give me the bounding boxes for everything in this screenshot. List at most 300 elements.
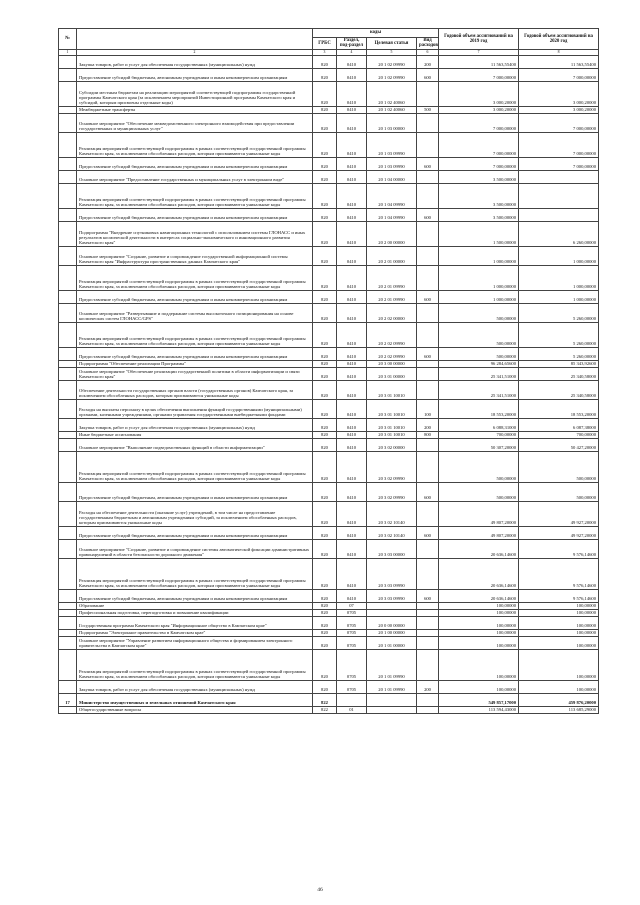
row-grbs: 820 (313, 367, 337, 380)
row-amount-2019: 100,00000 (439, 680, 519, 693)
row-amount-2019: 49 807,20000 (439, 526, 519, 539)
row-amount-2020: 100,00000 (519, 609, 599, 616)
row-expense-type (417, 693, 439, 706)
row-expense-type (417, 367, 439, 380)
row-expense-type (417, 539, 439, 558)
header-csr: Целевая статья (367, 38, 417, 50)
row-expense-type (417, 113, 439, 132)
row-grbs: 820 (313, 380, 337, 399)
row-name: Расходы на выплаты персоналу в целях обеспечения выполнения функций государственными (муниципальными) органами, казенными учреждениями, органами управления государственными внебюджетными фондами (77, 399, 313, 418)
row-name: Основное мероприятие "Создание, развитие и сопровождение государственной информационной системы Камчатского края "Инфраструктура пространственных данных Камчатского края" (77, 246, 313, 265)
row-amount-2020: 49 927,20000 (519, 526, 599, 539)
row-grbs: 820 (313, 360, 337, 367)
row-amount-2020 (519, 183, 599, 208)
row-name: Основное мероприятие "Предоставление государственных и муниципальных услуг в электронном виде" (77, 170, 313, 183)
row-grbs: 820 (313, 81, 337, 106)
row-amount-2020: 6 260,00000 (519, 221, 599, 246)
table-row (59, 399, 599, 418)
row-amount-2020: 100,00000 (519, 649, 599, 680)
row-amount-2020: 9 576,14600 (519, 589, 599, 602)
table-row (59, 322, 599, 347)
row-amount-2020: 1 000,00000 (519, 290, 599, 303)
row-amount-2020: 25 340,58000 (519, 380, 599, 399)
row-expense-type (417, 170, 439, 183)
row-expense-type (417, 616, 439, 629)
row-razdel: 0410 (337, 501, 367, 526)
table-row (59, 55, 599, 68)
row-grbs: 820 (313, 183, 337, 208)
row-expense-type (417, 265, 439, 290)
row-amount-2019: 100,00000 (439, 609, 519, 616)
row-expense-type (417, 609, 439, 616)
row-grbs: 820 (313, 303, 337, 322)
row-name: Общегосударственные вопросы (77, 706, 313, 713)
row-number (59, 636, 77, 649)
row-number (59, 680, 77, 693)
row-amount-2020: 5 260,00000 (519, 303, 599, 322)
row-name: Реализация мероприятий соответствующей подпрограммы в рамках соответствующей государственной программы Камчатского края, за исключением обособленных расходов, которым присваиваются уникальные коды (77, 451, 313, 482)
row-grbs: 820 (313, 290, 337, 303)
row-razdel: 0705 (337, 636, 367, 649)
row-name: Основное мероприятие "Создание, развитие и сопровождение системы автоматической фиксации административных правонарушений в области безопасности дорожного движения" (77, 539, 313, 558)
column-number: 2 (77, 49, 313, 55)
row-target-article (367, 602, 417, 609)
row-grbs: 820 (313, 431, 337, 438)
row-target-article: 20 3 02 10140 (367, 501, 417, 526)
row-razdel: 0410 (337, 113, 367, 132)
row-razdel: 0705 (337, 680, 367, 693)
row-expense-type: 200 (417, 680, 439, 693)
row-amount-2019: 20 636,14600 (439, 539, 519, 558)
row-number (59, 418, 77, 431)
row-target-article: 20 3 01 00000 (367, 367, 417, 380)
row-target-article: 20 1 03 00000 (367, 113, 417, 132)
row-amount-2020: 100,00000 (519, 602, 599, 609)
row-number (59, 170, 77, 183)
row-expense-type: 600 (417, 68, 439, 81)
row-target-article: 20 2 02 09990 (367, 347, 417, 360)
row-amount-2020: 100,00000 (519, 636, 599, 649)
row-name: Иные бюджетные ассигнования (77, 431, 313, 438)
row-razdel: 0410 (337, 55, 367, 68)
row-expense-type (417, 649, 439, 680)
row-number (59, 183, 77, 208)
row-target-article: 20 1 01 00000 (367, 636, 417, 649)
row-amount-2020: 500,00000 (519, 451, 599, 482)
row-amount-2019: 500,00000 (439, 482, 519, 501)
row-amount-2020: 5 260,00000 (519, 347, 599, 360)
row-name: Предоставление субсидий бюджетным, автономным учреждениям и иным некоммерческим организациям (77, 589, 313, 602)
row-expense-type (417, 380, 439, 399)
row-name: Образование (77, 602, 313, 609)
row-amount-2020: 100,00000 (519, 680, 599, 693)
row-grbs: 820 (313, 539, 337, 558)
row-grbs: 820 (313, 451, 337, 482)
row-grbs: 820 (313, 649, 337, 680)
row-razdel: 0410 (337, 265, 367, 290)
row-number (59, 208, 77, 221)
row-amount-2019: 7 000,00000 (439, 68, 519, 81)
table-row (59, 68, 599, 81)
page-number: 46 (317, 887, 323, 893)
row-number (59, 399, 77, 418)
row-amount-2020: 49 927,20000 (519, 501, 599, 526)
row-razdel: 0410 (337, 208, 367, 221)
row-number (59, 55, 77, 68)
row-amount-2020: 25 340,58000 (519, 367, 599, 380)
row-name: Министерство имущественных и земельных отношений Камчатского края (77, 693, 313, 706)
row-expense-type (417, 322, 439, 347)
row-amount-2019: 3 000,20000 (439, 106, 519, 113)
row-amount-2020: 1 000,00000 (519, 246, 599, 265)
table-row (59, 501, 599, 526)
row-name: Предоставление субсидий бюджетным, автономным учреждениям и иным некоммерческим организациям (77, 157, 313, 170)
row-amount-2020: 11 563,55400 (519, 55, 599, 68)
row-grbs: 820 (313, 636, 337, 649)
row-number (59, 616, 77, 629)
row-grbs: 820 (313, 629, 337, 636)
row-number (59, 706, 77, 713)
row-name: Основное мероприятие "Обеспечение межведомственного электронного взаимодействия при предоставлении государственных и муниципальных услуг" (77, 113, 313, 132)
row-grbs: 820 (313, 68, 337, 81)
row-amount-2019: 11 563,55400 (439, 55, 519, 68)
row-razdel: 0410 (337, 347, 367, 360)
row-name: Реализация мероприятий соответствующей подпрограммы в рамках соответствующей государственной программы Камчатского края, за исключением обособленных расходов, которым присваиваются уникальные коды (77, 649, 313, 680)
row-amount-2020 (519, 208, 599, 221)
row-grbs: 820 (313, 602, 337, 609)
row-target-article: 20 2 00 00000 (367, 221, 417, 246)
row-target-article: 20 3 03 09990 (367, 558, 417, 589)
row-razdel: 0410 (337, 132, 367, 157)
row-target-article: 20 1 02 09990 (367, 68, 417, 81)
table-row (59, 208, 599, 221)
row-name: Основное мероприятие "Выполнение подведомственных функций в области информатизации" (77, 438, 313, 451)
row-expense-type (417, 636, 439, 649)
row-expense-type (417, 558, 439, 589)
row-name: Реализация мероприятий соответствующей подпрограммы в рамках соответствующей государственной программы Камчатского края, за исключением обособленных расходов, которым присваиваются уникальные коды (77, 558, 313, 589)
row-target-article: 20 1 01 09990 (367, 649, 417, 680)
row-grbs: 820 (313, 482, 337, 501)
row-amount-2020: 700,00000 (519, 431, 599, 438)
row-amount-2019: 49 807,20000 (439, 501, 519, 526)
row-amount-2020: 7 000,00000 (519, 68, 599, 81)
row-number (59, 451, 77, 482)
row-razdel: 0410 (337, 183, 367, 208)
table-row (59, 380, 599, 399)
row-razdel: 0705 (337, 629, 367, 636)
row-grbs: 820 (313, 558, 337, 589)
row-amount-2019: 7 000,00000 (439, 157, 519, 170)
row-number (59, 113, 77, 132)
table-row (59, 693, 599, 706)
row-name: Предоставление субсидий бюджетным, автономным учреждениям и иным некоммерческим организациям (77, 347, 313, 360)
row-number (59, 609, 77, 616)
table-row (59, 706, 599, 713)
row-number (59, 322, 77, 347)
row-amount-2020: 100,00000 (519, 616, 599, 629)
row-amount-2020: 1 000,00000 (519, 265, 599, 290)
row-razdel: 0410 (337, 380, 367, 399)
row-grbs: 820 (313, 157, 337, 170)
row-expense-type: 600 (417, 347, 439, 360)
row-name: Расходы на обеспечение деятельности (оказание услуг) учреждений, в том числе на предоставление государственным бюджетным и автономным учреждениям субсидий, за исключением обособленных расходов, которым присваиваются уникальные коды (77, 501, 313, 526)
row-grbs: 820 (313, 208, 337, 221)
row-razdel: 07 (337, 602, 367, 609)
header-razdel: Раздел, под-раздел (337, 38, 367, 50)
table-row (59, 106, 599, 113)
row-target-article: 20 1 04 00000 (367, 170, 417, 183)
table-row (59, 360, 599, 367)
row-amount-2019: 1 500,00000 (439, 221, 519, 246)
row-target-article: 20 3 01 10010 (367, 399, 417, 418)
row-grbs: 820 (313, 113, 337, 132)
row-target-article: 20 3 00 00000 (367, 360, 417, 367)
row-grbs: 820 (313, 589, 337, 602)
row-number (59, 132, 77, 157)
row-target-article: 20 1 01 09990 (367, 680, 417, 693)
header-name (77, 29, 313, 50)
row-number: 17 (59, 693, 77, 706)
row-amount-2020: 7 000,00000 (519, 157, 599, 170)
column-number: 3 (313, 49, 337, 55)
row-expense-type (417, 451, 439, 482)
row-name: Реализация мероприятий соответствующей подпрограммы в рамках соответствующей государственной программы Камчатского края, за исключением обособленных расходов, которым присваиваются уникальные коды (77, 183, 313, 208)
row-razdel: 0705 (337, 616, 367, 629)
row-name: Предоставление субсидий бюджетным, автономным учреждениям и иным некоммерческим организациям (77, 208, 313, 221)
row-target-article: 20 3 02 09990 (367, 482, 417, 501)
row-grbs: 820 (313, 609, 337, 616)
header-vr: Вид расходов (417, 38, 439, 50)
row-razdel: 0410 (337, 558, 367, 589)
row-expense-type: 200 (417, 55, 439, 68)
row-grbs: 820 (313, 55, 337, 68)
row-number (59, 558, 77, 589)
row-target-article: 20 3 01 10010 (367, 418, 417, 431)
row-name: Подпрограмма "Внедрение спутниковых навигационных технологий с использованием системы ГЛОНАСС и иных результатов космической деятельности в интересах социально-экономического и инновационного развития Камчатского края" (77, 221, 313, 246)
table-row (59, 113, 599, 132)
column-number: 7 (439, 49, 519, 55)
row-amount-2019: 96 284,65600 (439, 360, 519, 367)
table-body (59, 55, 599, 713)
row-target-article: 20 3 01 10010 (367, 380, 417, 399)
row-amount-2019: 1 000,00000 (439, 290, 519, 303)
row-expense-type (417, 360, 439, 367)
row-grbs: 822 (313, 706, 337, 713)
row-razdel: 0410 (337, 438, 367, 451)
row-razdel: 0410 (337, 482, 367, 501)
row-name: Закупка товаров, работ и услуг для обеспечения государственных (муниципальных) нужд (77, 55, 313, 68)
row-name: Реализация мероприятий соответствующей подпрограммы в рамках соответствующей государственной программы Камчатского края, за исключением обособленных расходов, которым присваиваются уникальные коды (77, 265, 313, 290)
row-name: Закупка товаров, работ и услуг для обеспечения государственных (муниципальных) нужд (77, 680, 313, 693)
row-number (59, 246, 77, 265)
row-number (59, 265, 77, 290)
row-name: Реализация мероприятий соответствующей подпрограммы в рамках соответствующей государственной программы Камчатского края, за исключением обособленных расходов, которым присваиваются уникальные коды (77, 132, 313, 157)
row-target-article: 20 2 01 00000 (367, 246, 417, 265)
row-amount-2019: 3 500,00000 (439, 208, 519, 221)
row-amount-2019: 7 000,00000 (439, 132, 519, 157)
row-razdel: 0410 (337, 170, 367, 183)
column-number: 6 (417, 49, 439, 55)
row-amount-2020: 3 000,20000 (519, 106, 599, 113)
row-target-article: 20 3 03 00000 (367, 539, 417, 558)
row-name: Подпрограмма "Электронное правительство в Камчатском крае" (77, 629, 313, 636)
row-amount-2019: 20 636,14600 (439, 589, 519, 602)
row-number (59, 221, 77, 246)
row-amount-2020 (519, 170, 599, 183)
row-target-article: 20 2 02 00000 (367, 303, 417, 322)
row-expense-type (417, 81, 439, 106)
row-target-article: 20 2 02 09990 (367, 322, 417, 347)
row-amount-2020: 100,00000 (519, 629, 599, 636)
row-amount-2019: 100,00000 (439, 636, 519, 649)
row-amount-2020: 7 000,00000 (519, 132, 599, 157)
header-num: № (59, 29, 77, 50)
row-expense-type: 800 (417, 431, 439, 438)
row-expense-type (417, 706, 439, 713)
row-amount-2019: 100,00000 (439, 629, 519, 636)
row-grbs: 820 (313, 221, 337, 246)
row-amount-2020: 50 427,20000 (519, 438, 599, 451)
row-expense-type: 100 (417, 399, 439, 418)
table-row (59, 170, 599, 183)
row-number (59, 360, 77, 367)
row-grbs: 820 (313, 399, 337, 418)
row-target-article: 20 1 04 09990 (367, 208, 417, 221)
row-amount-2019: 25 341,51000 (439, 380, 519, 399)
table-row (59, 265, 599, 290)
row-razdel: 01 (337, 706, 367, 713)
row-target-article: 20 1 02 40060 (367, 106, 417, 113)
row-grbs: 820 (313, 246, 337, 265)
table-row (59, 680, 599, 693)
row-razdel: 0410 (337, 451, 367, 482)
row-razdel: 0410 (337, 221, 367, 246)
table-row (59, 431, 599, 438)
row-name: Предоставление субсидий бюджетным, автономным учреждениям и иным некоммерческим организациям (77, 68, 313, 81)
row-razdel (337, 693, 367, 706)
row-name: Предоставление субсидий бюджетным, автономным учреждениям и иным некоммерческим организациям (77, 290, 313, 303)
row-number (59, 106, 77, 113)
row-razdel: 0410 (337, 246, 367, 265)
row-expense-type (417, 183, 439, 208)
row-amount-2019: 50 307,20000 (439, 438, 519, 451)
row-amount-2020: 6 087,38000 (519, 418, 599, 431)
table-row (59, 636, 599, 649)
row-amount-2020: 18 553,20000 (519, 399, 599, 418)
table-row (59, 183, 599, 208)
row-razdel: 0410 (337, 418, 367, 431)
row-razdel: 0410 (337, 68, 367, 81)
table-row (59, 558, 599, 589)
table-row (59, 157, 599, 170)
row-grbs: 820 (313, 265, 337, 290)
row-target-article: 20 1 03 09990 (367, 132, 417, 157)
row-number (59, 431, 77, 438)
row-number (59, 649, 77, 680)
row-target-article: 20 2 01 09990 (367, 290, 417, 303)
header-2019: Годовой объем ассигнований на 2019 год (439, 29, 519, 50)
row-expense-type: 600 (417, 482, 439, 501)
row-target-article (367, 609, 417, 616)
row-grbs: 820 (313, 501, 337, 526)
table-row (59, 438, 599, 451)
row-amount-2019: 100,00000 (439, 602, 519, 609)
row-name: Профессиональная подготовка, переподготовка и повышение квалификации (77, 609, 313, 616)
row-expense-type: 200 (417, 418, 439, 431)
row-target-article (367, 693, 417, 706)
row-number (59, 380, 77, 399)
row-number (59, 290, 77, 303)
column-number: 5 (367, 49, 417, 55)
row-razdel: 0410 (337, 539, 367, 558)
row-amount-2019: 113 594,43000 (439, 706, 519, 713)
row-name: Реализация мероприятий соответствующей подпрограммы в рамках соответствующей государственной программы Камчатского края, за исключением обособленных расходов, которым присваиваются уникальные коды (77, 322, 313, 347)
row-expense-type: 600 (417, 589, 439, 602)
row-grbs: 820 (313, 418, 337, 431)
row-expense-type (417, 246, 439, 265)
row-name: Основное мероприятие "Развертывание и поддержание системы высокоточного позиционирования на основе космических систем ГЛОНАСС/GPS" (77, 303, 313, 322)
row-name: Основное мероприятие "Управление развитием информационного общества и формированием электронного правительства в Камчатском крае" (77, 636, 313, 649)
row-razdel: 0705 (337, 609, 367, 616)
table-row (59, 367, 599, 380)
table-row (59, 132, 599, 157)
table-row (59, 649, 599, 680)
row-expense-type (417, 438, 439, 451)
row-grbs: 820 (313, 680, 337, 693)
row-number (59, 526, 77, 539)
table-row (59, 81, 599, 106)
row-name: Закупка товаров, работ и услуг для обеспечения государственных (муниципальных) нужд (77, 418, 313, 431)
row-grbs: 820 (313, 526, 337, 539)
table-row (59, 616, 599, 629)
row-amount-2019: 500,00000 (439, 303, 519, 322)
row-number (59, 303, 77, 322)
row-amount-2019: 6 088,31000 (439, 418, 519, 431)
row-amount-2019: 18 553,20000 (439, 399, 519, 418)
row-razdel: 0705 (337, 649, 367, 680)
row-expense-type (417, 303, 439, 322)
row-expense-type (417, 501, 439, 526)
row-name: Предоставление субсидий бюджетным, автономным учреждениям и иным некоммерческим организациям (77, 526, 313, 539)
table-row (59, 221, 599, 246)
row-amount-2020: 5 260,00000 (519, 322, 599, 347)
budget-table (58, 28, 599, 714)
row-grbs: 820 (313, 106, 337, 113)
row-target-article: 20 3 02 09990 (367, 451, 417, 482)
row-number (59, 438, 77, 451)
row-amount-2019: 700,00000 (439, 431, 519, 438)
row-number (59, 81, 77, 106)
row-amount-2020: 3 000,20000 (519, 81, 599, 106)
row-number (59, 501, 77, 526)
row-amount-2019: 25 341,51000 (439, 367, 519, 380)
row-name: Межбюджетные трансферты (77, 106, 313, 113)
header-codes: коды (313, 29, 439, 38)
row-amount-2019: 500,00000 (439, 451, 519, 482)
row-number (59, 589, 77, 602)
row-expense-type: 600 (417, 208, 439, 221)
row-grbs: 820 (313, 170, 337, 183)
row-number (59, 347, 77, 360)
table-row (59, 290, 599, 303)
table-header (59, 29, 599, 56)
row-grbs: 822 (313, 693, 337, 706)
table-row (59, 347, 599, 360)
row-number (59, 482, 77, 501)
row-amount-2020: 7 000,00000 (519, 113, 599, 132)
table-row (59, 246, 599, 265)
row-target-article: 20 3 02 00000 (367, 438, 417, 451)
